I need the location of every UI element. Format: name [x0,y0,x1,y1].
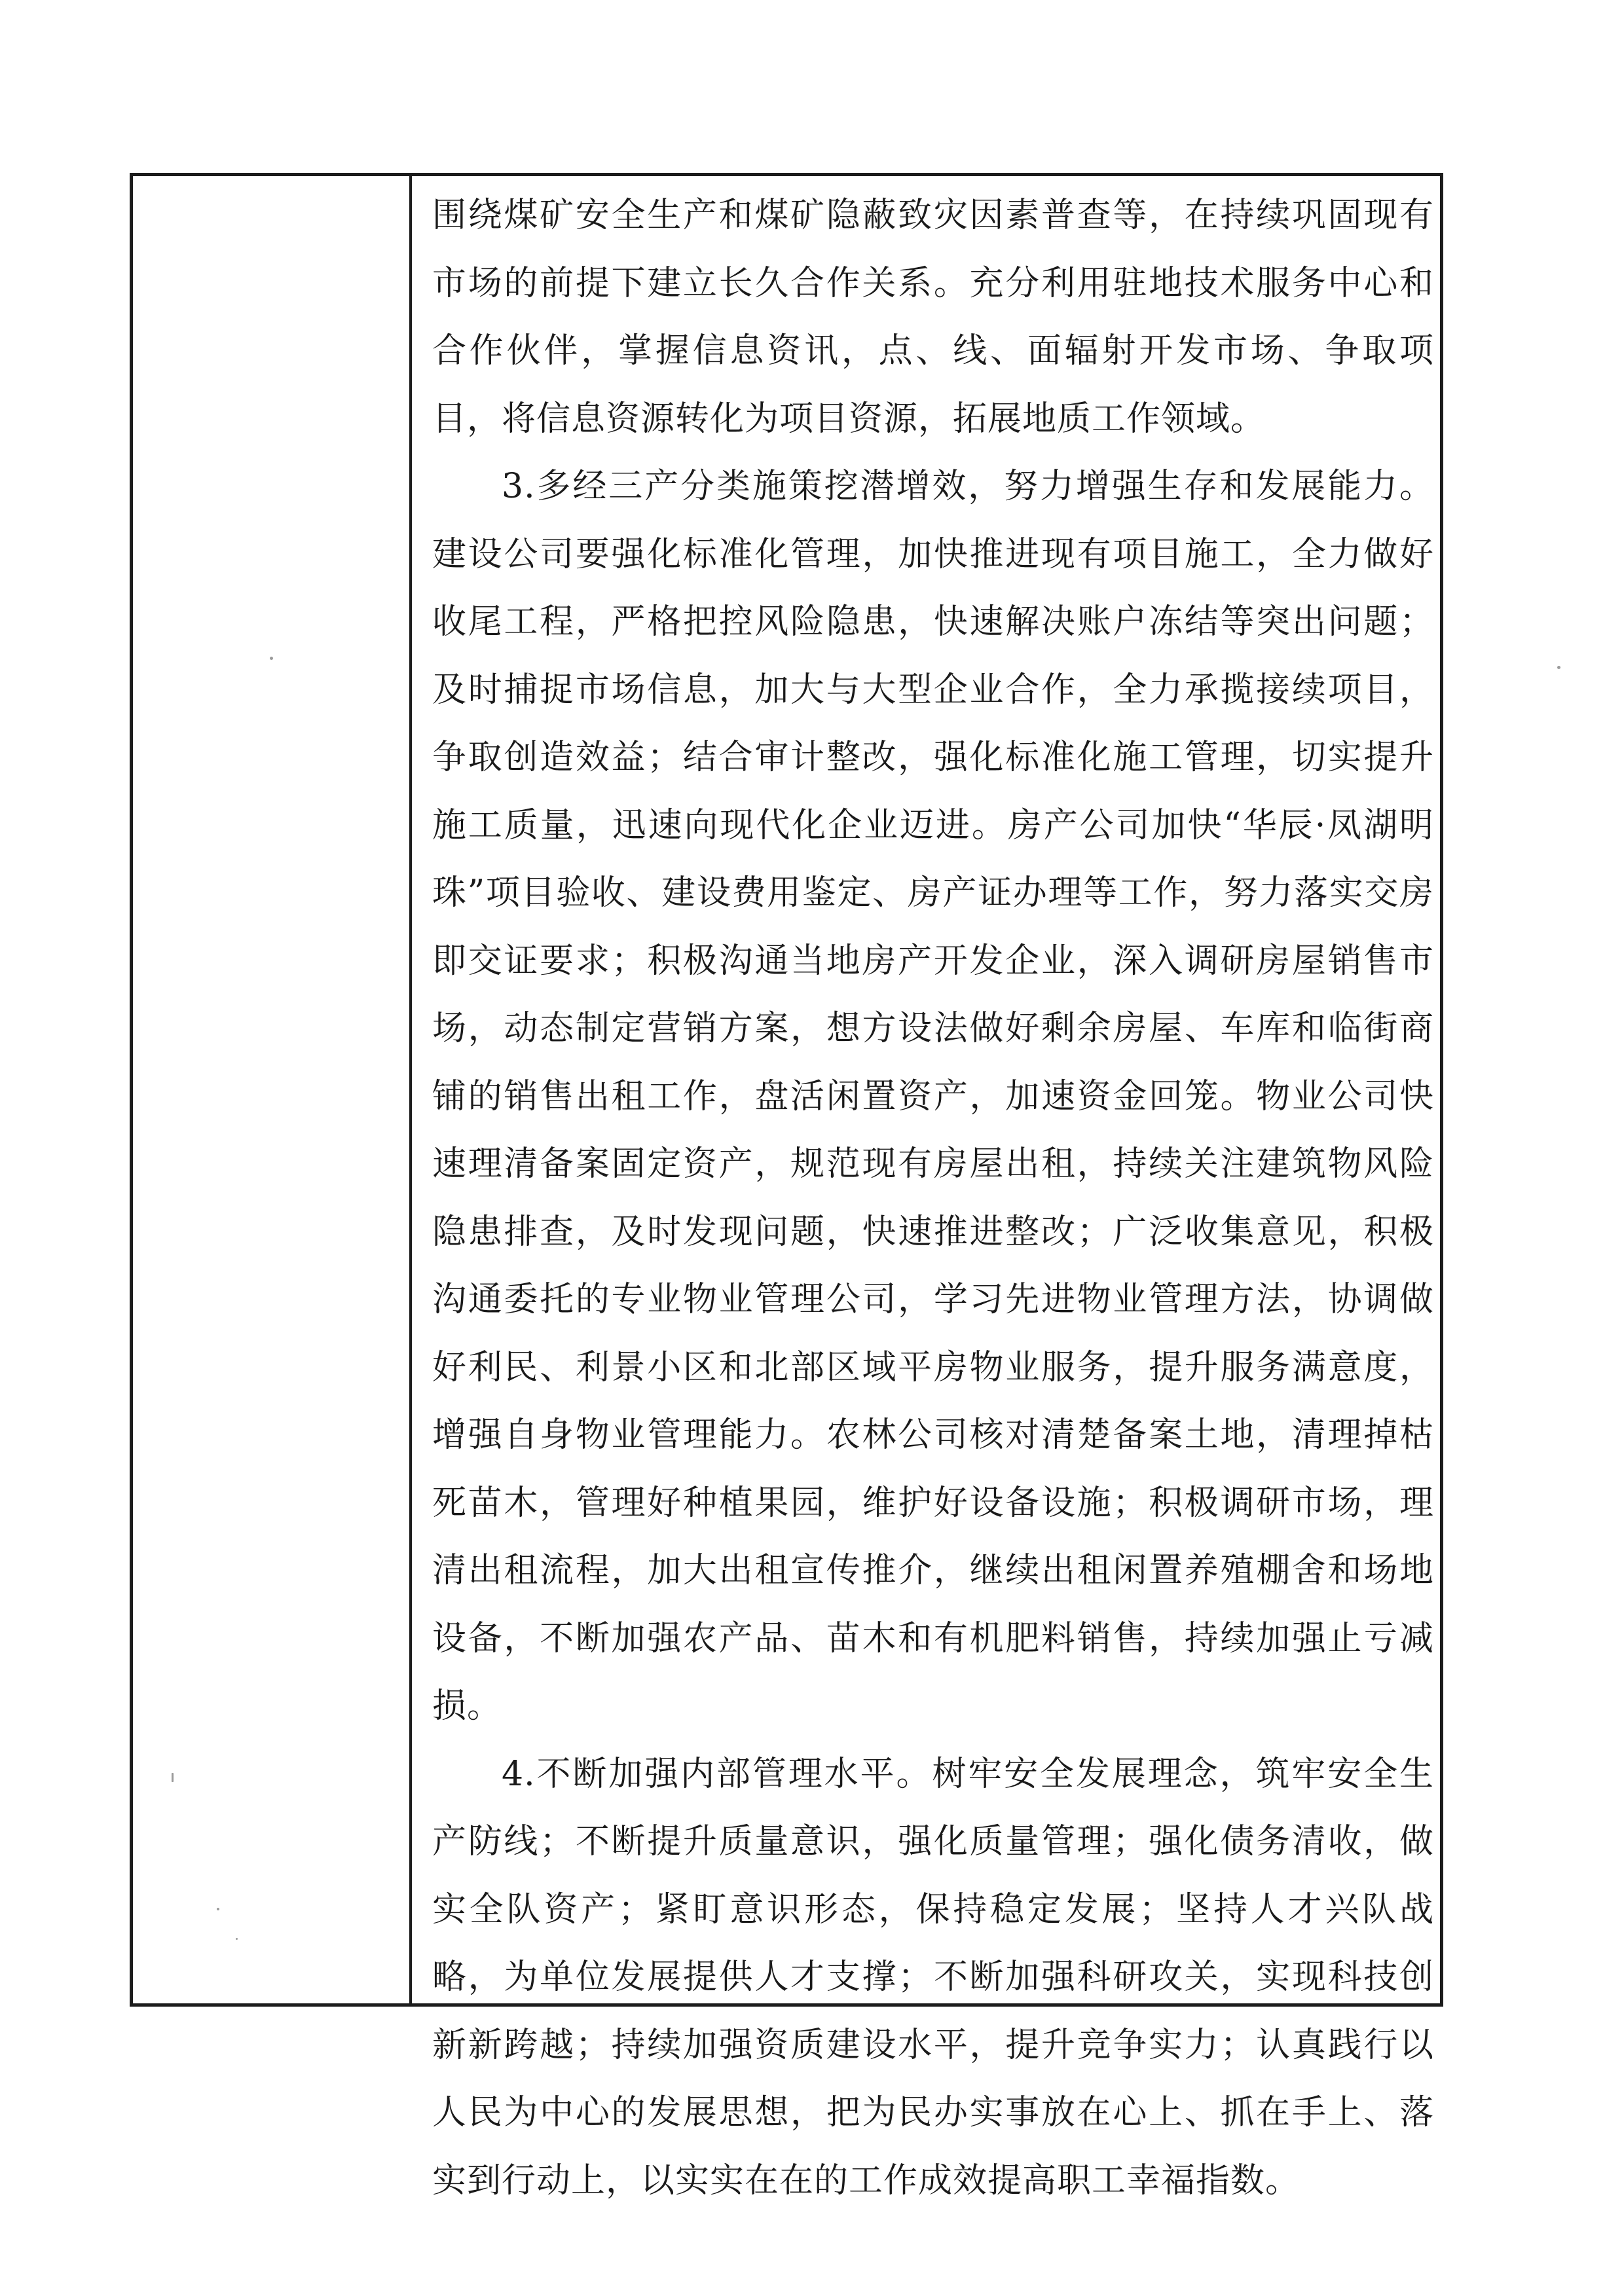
paragraph-item-4: 4.不断加强内部管理水平。树牢安全发展理念，筑牢安全生产防线；不断提升质量意识，强化质量管理；强化债务清收，做实全队资产；紧盯意识形态，保持稳定发展；坚持人才兴队战略，为单位发展提供人才支撑；不断加强科研攻关，实现科技创新新跨越；持续加强资质建设水平，提升竞争实力；认真践行以人民为中心的发展思想，把为民办实事放在心上、抓在手上、落实到行动上，以实实在在的工作成效提高职工幸福指数。 [432,1754,1434,2200]
scan-speck [270,657,273,660]
body-text-cell [432,182,1434,2215]
scan-speck [236,1938,238,1940]
column-divider [409,173,412,2007]
scan-speck [1557,666,1560,669]
paragraph-continuation: 围绕煤矿安全生产和煤矿隐蔽致灾因素普查等，在持续巩固现有市场的前提下建立长久合作关系。充分利用驻地技术服务中心和合作伙伴，掌握信息资讯，点、线、面辐射开发市场、争取项目，将信息资源转化为项目资源，拓展地质工作领域。 [432,196,1434,439]
left-column-cell [133,176,409,2003]
scan-speck [217,1908,219,1910]
scan-speck [172,1773,174,1782]
paragraph-item-3: 3.多经三产分类施策挖潜增效，努力增强生存和发展能力。建设公司要强化标准化管理，加快推进现有项目施工，全力做好收尾工程，严格把控风险隐患，快速解决账户冻结等突出问题；及时捕捉市场信息，加大与大型企业合作，全力承揽接续项目，争取创造效益；结合审计整改，强化标准化施工管理，切实提升施工质量，迅速向现代化企业迈进。房产公司加快“华辰·凤湖明珠”项目验收、建设费用鉴定、房产证办理等工作，努力落实交房即交证要求；积极沟通当地房产开发企业，深入调研房屋销售市场，动态制定营销方案，想方设法做好剩余房屋、车库和临街商铺的销售出租工作，盘活闲置资产，加速资金回笼。物业公司快速理清备案固定资产，规范现有房屋出租，持续关注建筑物风险隐患排查，及时发现问题，快速推进整改；广泛收集意见，积极沟通委托的专业物业管理公司，学习先进物业管理方法，协调做好利民、利景小区和北部区域平房物业服务，提升服务满意度，增强自身物业管理能力。农林公司核对清楚备案土地，清理掉枯死苗木，管理好种植果园，维护好设备设施；积极调研市场，理清出租流程，加大出租宣传推介，继续出租闲置养殖棚舍和场地设备，不断加强农产品、苗木和有机肥料销售，持续加强止亏减损。 [432,467,1434,1726]
